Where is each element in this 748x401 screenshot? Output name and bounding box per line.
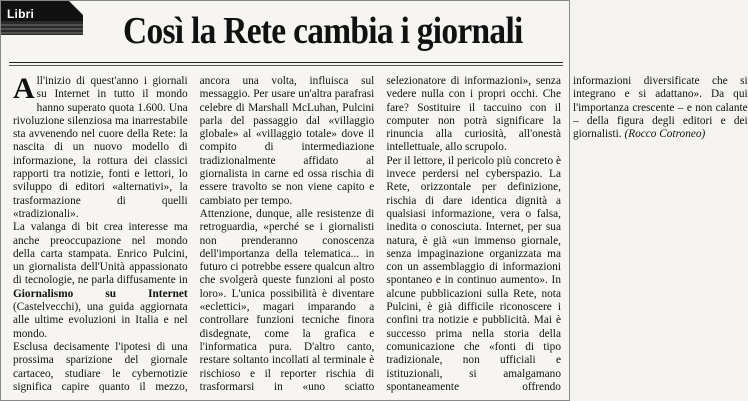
section-tab: [1, 1, 83, 35]
paragraph-2-text: La valanga di bit crea interesse ma anche preoccupazione nel mondo della carta stampata. Enrico Pulcini, un giornalista dell'Unità appassionato di tecnologie, ne parla diffusamente in: [13, 221, 188, 287]
paragraph-5-text: Per il lettore, il pericolo più concreto è invece perdersi nel cyberspazio. La Rete, orizzontale per definizione, rischia di dare identica dignità a qualsiasi informazione, vera o falsa, inedita o conosciuta. Internet, per sua natura, è già «un immenso giornale, senza impaginazione organizzata ma con un assemblaggio di informazioni spontaneo e in continuo aumento». In alcune pubblicazioni sulla Rete, nota Pulcini, è già difficile riconoscere i confini tra notizie e pubblicità. Mai è successo prima nella storia della comunicazione che «fonti di tipo tradizionale, non ufficiali e istituzionali, si amalgamano spontaneamente offrendo informazioni diversificate che si integrano e si adattano». Da qui l'importanza crescente – e non calante – della figura degli editori e dei giornalisti.: [386, 75, 748, 393]
paragraph-1: [13, 72, 188, 221]
author-signature: (Rocco Cotroneo): [624, 128, 706, 141]
paragraph-3: Esclusa decisamente l'ipotesi di una prossima sparizione del giornale cartaceo, studiare le cybernotizie significa capire quanto il mezzo, ancora una volta, influisca sul messaggio. Per usare un'altra parafrasi celebre di Marshall McLuhan, Pulcini parla del passaggio dal «villaggio globale» al «villaggio totale» dove il compito di intermediazione tradizionalmente affidato al giornalista in carne ed ossa rischia di essere travolto se non viene capito e cambiato per tempo.: [13, 75, 375, 393]
headline-rule-thin: [9, 65, 563, 66]
paragraph-4: Attenzione, dunque, alle resistenze di retroguardia, «perché se i giornalisti non prenderanno conoscenza dell'importanza della telematica... in futuro ci potrebbe essere qualcun altro che svolgerà queste funzioni al posto loro». L'unica possibilità è diventare «eclettici», magari imparando a controllare funzioni tecniche finora disdegnate, come la grafica e l'informatica pura. D'altro canto, restare soltanto incollati al terminale è rischioso e il reporter rischia di trasformarsi in «uno sciatto selezionatore di informazioni», senza vedere nulla con i propri occhi. Che fare? Sostituire il taccuino con il computer non potrà significare la rinuncia alla curiosità, all'onestà intellettuale, allo scrupolo.: [199, 75, 561, 393]
section-label: Libri: [7, 7, 34, 21]
drop-cap: A: [13, 72, 35, 105]
headline: Così la Rete cambia i giornali: [123, 10, 523, 52]
book-title: Giornalismo su Internet: [13, 287, 188, 300]
paragraph-2-end: (Castelvecchi), una guida aggiornata alle ultime evoluzioni in Italia e nel mondo.: [13, 301, 188, 340]
paragraph-1-text: ll'inizio di quest'anno i giornali su Internet in tutto il mondo hanno superato quota 1.600. Una rivoluzione silenziosa ma inarrestabile sta avvenendo nel cuore della Rete: la nascita di un nuovo modello di informazione, la rottura dei classici rapporti tra notizie, fonti e lettori, lo sviluppo di editori «alternativi», la trasformazione di quelli «tradizionali».: [13, 75, 188, 220]
headline-rule: [9, 62, 563, 63]
article-body: [13, 72, 748, 395]
paragraph-2: [13, 221, 188, 341]
